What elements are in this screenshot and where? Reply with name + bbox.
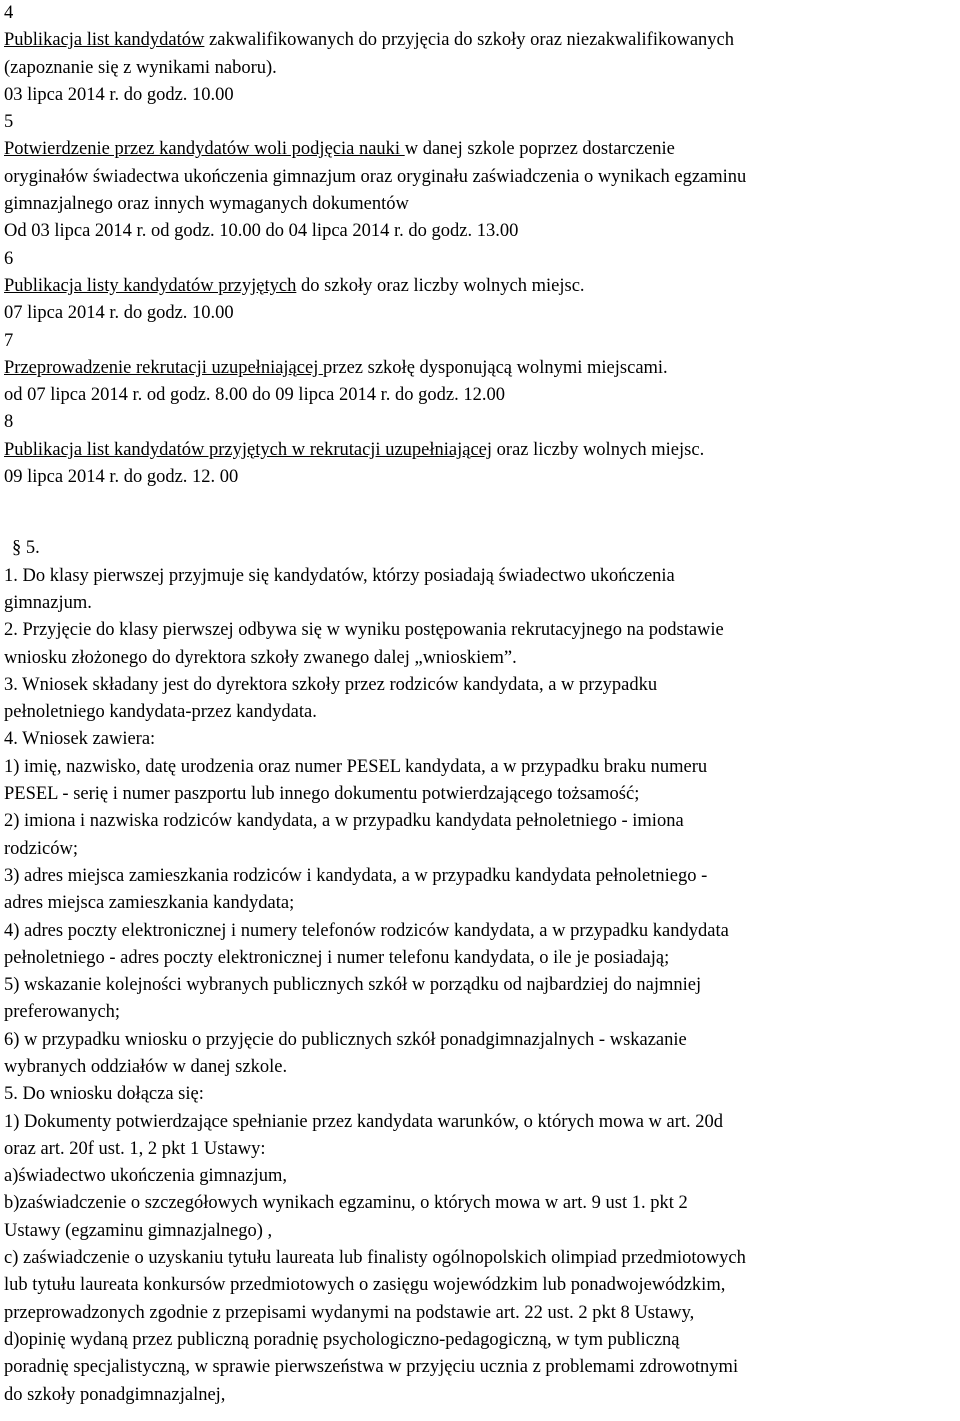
paragraph-line: do szkoły ponadgimnazjalnej,	[4, 1384, 226, 1405]
paragraph-line: wniosku złożonego do dyrektora szkoły zwanego dalej „wnioskiem”.	[4, 647, 517, 668]
paragraph-line: 3. Wniosek składany jest do dyrektora szkoły przez rodziców kandydata, a w przypadku	[4, 674, 658, 695]
schedule-item-6	[4, 246, 956, 328]
schedule-item-4	[4, 0, 956, 109]
paragraph-line: przeprowadzonych zgodnie z przepisami wydanymi na podstawie art. 22 ust. 2 pkt 8 Ustawy,	[4, 1302, 695, 1323]
schedule-item-5	[4, 109, 956, 245]
paragraph-line: oraz art. 20f ust. 1, 2 pkt 1 Ustawy:	[4, 1138, 266, 1159]
paragraph-line: poradnię specjalistyczną, w sprawie pierwszeństwa w przyjęciu ucznia z problemami zdrowotnymi	[4, 1357, 739, 1378]
item-number: 7	[4, 330, 14, 351]
item-title-link[interactable]: Potwierdzenie przez kandydatów woli podjęcia nauki	[4, 139, 405, 160]
paragraph-line: 2) imiona i nazwiska rodziców kandydata, a w przypadku kandydata pełnoletniego - imiona	[4, 811, 684, 832]
paragraph-line: pełnoletniego - adres poczty elektronicznej i numer telefonu kandydata, o ile je posiadają;	[4, 947, 670, 968]
paragraph-line: a)świadectwo ukończenia gimnazjum,	[4, 1166, 288, 1187]
schedule-item-7	[4, 328, 956, 410]
paragraph-line: 5) wskazanie kolejności wybranych publicznych szkół w porządku od najbardziej do najmniej	[4, 975, 702, 996]
paragraph-line: d)opinię wydaną przez publiczną poradnię psychologiczno-pedagogiczną, w tym publiczną	[4, 1329, 680, 1350]
paragraph-line: gimnazjum.	[4, 592, 92, 613]
schedule-item-8	[4, 409, 956, 491]
item-title-link[interactable]: Publikacja listy kandydatów przyjętych	[4, 275, 297, 296]
item-title-text: oryginałów świadectwa ukończenia gimnazjum oraz oryginału zaświadczenia o wynikach egzaminu	[4, 166, 747, 187]
item-title-link[interactable]: Publikacja list kandydatów przyjętych w rekrutacji uzupełniającej	[4, 439, 493, 460]
item-number: 6	[4, 248, 14, 269]
paragraph-line: wybranych oddziałów w danej szkole.	[4, 1056, 288, 1077]
paragraph-line: 1) Dokumenty potwierdzające spełnianie przez kandydata warunków, o których mowa w art. 20d	[4, 1111, 724, 1132]
item-date: Od 03 lipca 2014 r. od godz. 10.00 do 04 lipca 2014 r. do godz. 13.00	[4, 221, 519, 242]
item-title-link[interactable]: Publikacja list kandydatów	[4, 30, 205, 51]
paragraph-line: rodziców;	[4, 838, 78, 859]
paragraph-line: b)zaświadczenie o szczegółowych wynikach egzaminu, o których mowa w art. 9 ust 1. pkt 2	[4, 1193, 688, 1214]
item-date: 07 lipca 2014 r. do godz. 10.00	[4, 303, 234, 324]
paragraph-line: c) zaświadczenie o uzyskaniu tytułu laureata lub finalisty ogólnopolskich olimpiad przedmiotowych	[4, 1248, 746, 1269]
item-title-link[interactable]: Przeprowadzenie rekrutacji uzupełniającej	[4, 357, 323, 378]
section-heading: § 5.	[12, 538, 40, 559]
section-body	[4, 563, 956, 1409]
item-date: 03 lipca 2014 r. do godz. 10.00	[4, 84, 234, 105]
paragraph-line: Ustawy (egzaminu gimnazjalnego) ,	[4, 1220, 273, 1241]
item-number: 5	[4, 112, 14, 133]
paragraph-line: 3) adres miejsca zamieszkania rodziców i kandydata, a w przypadku kandydata pełnoletniego -	[4, 865, 708, 886]
item-title-text: gimnazjalnego oraz innych wymaganych dokumentów	[4, 194, 409, 215]
paragraph-line: 1) imię, nazwisko, datę urodzenia oraz numer PESEL kandydata, a w przypadku braku numeru	[4, 756, 708, 777]
item-title-text: do szkoły oraz liczby wolnych miejsc.	[296, 275, 585, 296]
item-date: 09 lipca 2014 r. do godz. 12. 00	[4, 467, 239, 488]
paragraph-line: adres miejsca zamieszkania kandydata;	[4, 893, 295, 914]
item-title-text: (zapoznanie się z wynikami naboru).	[4, 57, 277, 78]
paragraph-line: lub tytułu laureata konkursów przedmiotowych o zasięgu wojewódzkim lub ponadwojewódzkim,	[4, 1275, 726, 1296]
paragraph-line: PESEL - serię i numer paszportu lub innego dokumentu potwierdzającego tożsamość;	[4, 784, 640, 805]
item-title-text: przez szkołę dysponującą wolnymi miejscami.	[322, 357, 668, 378]
paragraph-line: preferowanych;	[4, 1002, 121, 1023]
paragraph-line: 2. Przyjęcie do klasy pierwszej odbywa się w wyniku postępowania rekrutacyjnego na podstawie	[4, 620, 724, 641]
item-title-text: w danej szkole poprzez dostarczenie	[404, 139, 675, 160]
item-title-text: zakwalifikowanych do przyjęcia do szkoły oraz niezakwalifikowanych	[204, 30, 734, 51]
item-title-text: oraz liczby wolnych miejsc.	[492, 439, 705, 460]
item-number: 8	[4, 412, 14, 433]
item-date: od 07 lipca 2014 r. od godz. 8.00 do 09 lipca 2014 r. do godz. 12.00	[4, 385, 505, 406]
paragraph-line: 5. Do wniosku dołącza się:	[4, 1084, 204, 1105]
paragraph-line: 4. Wniosek zawiera:	[4, 729, 156, 750]
paragraph-line: 6) w przypadku wniosku o przyjęcie do publicznych szkół ponadgimnazjalnych - wskazanie	[4, 1029, 687, 1050]
item-number: 4	[4, 3, 14, 23]
paragraph-line: 1. Do klasy pierwszej przyjmuje się kandydatów, którzy posiadają świadectwo ukończenia	[4, 565, 675, 586]
paragraph-line: pełnoletniego kandydata-przez kandydata.	[4, 702, 317, 723]
paragraph-line: 4) adres poczty elektronicznej i numery telefonów rodziców kandydata, a w przypadku kandydata	[4, 920, 729, 941]
